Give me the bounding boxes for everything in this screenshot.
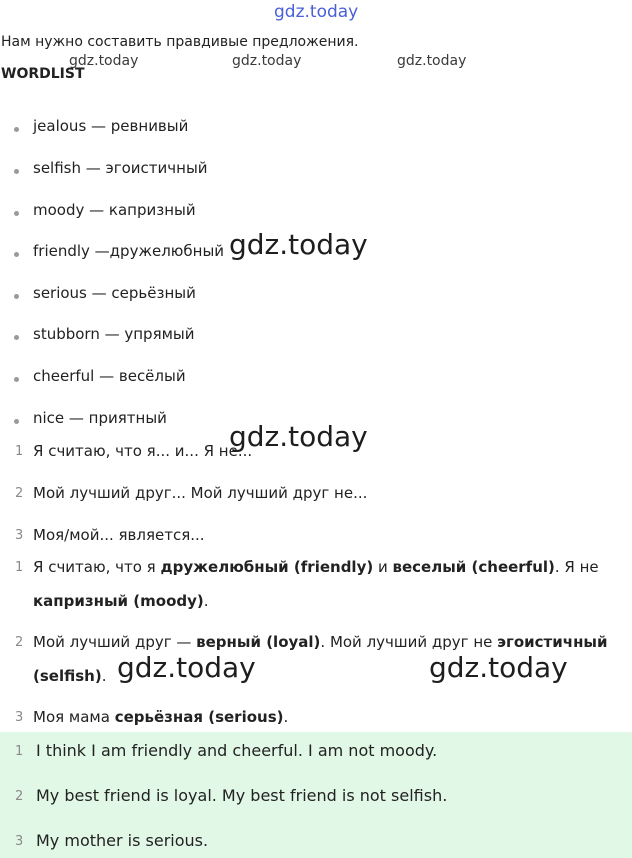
bullet-icon: [14, 419, 19, 424]
answer-en-1: I think I am friendly and cheerful. I am not moody.: [36, 741, 438, 760]
watermark-large-4: gdz.today: [429, 651, 568, 684]
item-number: 1: [15, 444, 24, 459]
template-line: Я считаю, что я... и... Я не...: [33, 442, 253, 460]
answer-ru-1-line-1: Я считаю, что я дружелюбный (friendly) и веселый (cheerful). Я не: [33, 558, 599, 576]
item-number: 3: [15, 710, 24, 725]
watermark-large-1: gdz.today: [229, 228, 368, 261]
item-number: 2: [15, 789, 24, 804]
answer-ru-3-line: Моя мама серьёзная (serious).: [33, 708, 289, 726]
answer-ru-2-line-2: (selfish).: [33, 667, 107, 685]
watermark-large-2: gdz.today: [229, 420, 368, 453]
bullet-icon: [14, 211, 19, 216]
list-item: serious — серьёзный: [33, 284, 196, 302]
watermark-small-3: gdz.today: [397, 53, 467, 69]
answer-en-3: My mother is serious.: [36, 831, 209, 850]
bullet-icon: [14, 169, 19, 174]
watermark-large-3: gdz.today: [117, 651, 256, 684]
bullet-icon: [14, 294, 19, 299]
item-number: 1: [15, 744, 24, 759]
bullet-icon: [14, 377, 19, 382]
template-line: Мой лучший друг... Мой лучший друг не...: [33, 484, 368, 502]
list-item: cheerful — весёлый: [33, 367, 186, 385]
bullet-icon: [14, 252, 19, 257]
template-line: Моя/мой... является...: [33, 526, 205, 544]
list-item: stubborn — упрямый: [33, 325, 195, 343]
watermark-small-2: gdz.today: [232, 53, 302, 69]
bullet-icon: [14, 335, 19, 340]
watermark-small-1: gdz.today: [69, 53, 139, 69]
list-item: jealous — ревнивый: [33, 117, 189, 135]
answer-ru-1-line-2: капризный (moody).: [33, 592, 209, 610]
watermark-top: gdz.today: [274, 2, 359, 22]
intro-text: Нам нужно составить правдивые предложения.: [1, 34, 359, 50]
list-item: friendly —дружелюбный: [33, 242, 225, 260]
bullet-icon: [14, 127, 19, 132]
item-number: 2: [15, 635, 24, 650]
answer-ru-2-line-1: Мой лучший друг — верный (loyal). Мой лучший друг не эгоистичный: [33, 633, 608, 651]
list-item: moody — капризный: [33, 201, 196, 219]
item-number: 3: [15, 528, 24, 543]
item-number: 1: [15, 560, 24, 575]
answer-en-2: My best friend is loyal. My best friend is not selfish.: [36, 786, 448, 805]
item-number: 2: [15, 486, 24, 501]
list-item: nice — приятный: [33, 409, 167, 427]
wordlist-title: WORDLIST: [1, 66, 85, 82]
list-item: selfish — эгоистичный: [33, 159, 208, 177]
item-number: 3: [15, 834, 24, 849]
answers-en-block: [0, 732, 632, 858]
